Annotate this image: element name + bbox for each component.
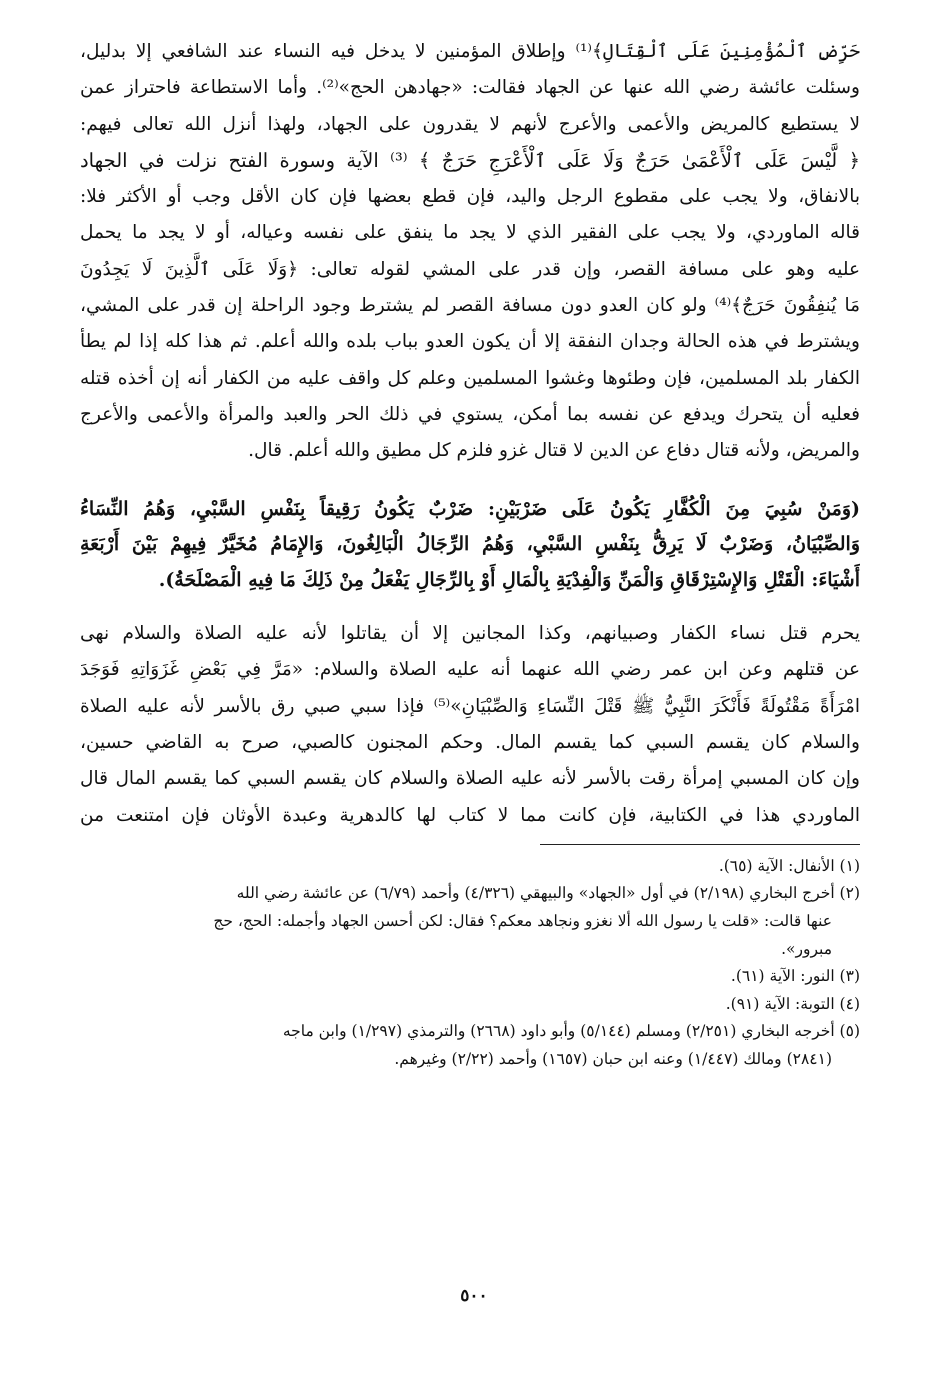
text-line: امْرَأَةً مَقْتُولَةً فَأَنْكَرَ النَّبِيُّ ﷺ قَتْلَ النِّسَاءِ وَالصِّبْيَانِ»⁽⁵⁾ فإذا سبي صبي رق بالأسر لأنه عليه الصلاة <box>80 695 860 717</box>
matn-passage <box>80 492 860 599</box>
footnote-line: عنها قالت: «قلت يا رسول الله ألا نغزو ونجاهد معكم؟ فقال: لكن أحسن الجهاد وأجمله: الحج، حج <box>213 912 832 931</box>
text-line: وسئلت عائشة رضي الله عنها عن الجهاد فقالت: «جهادهن الحج»⁽²⁾. وأما الاستطاعة فاحتراز عمن <box>80 77 860 99</box>
text-line: يحرم قتل نساء الكفار وصبيانهم، وكذا المجانين إلا أن يقاتلوا لأنه عليه الصلاة والسلام نهى <box>80 623 860 645</box>
spacer <box>80 598 860 616</box>
text-line: ويشترط في هذه الحالة وجدان النفقة إلا أن يكون العدو بباب بلده والله أعلم. ثم هذا كله إذا لم يطأ <box>80 331 860 353</box>
footnote-line: (٤) التوبة: الآية (٩١). <box>725 994 860 1013</box>
footnote-line: (٥) أخرجه البخاري (٢/٢٥١) ومسلم (٥/١٤٤) وأبو داود (٢٦٦٨) والترمذي (١/٢٩٧) وابن ماجه <box>282 1022 860 1041</box>
footnote-line: (٢) أخرج البخاري (٢/١٩٨) في أول «الجهاد» والبيهقي (٤/٣٢٦) وأحمد (٦/٧٩) عن عائشة رضي الله <box>236 884 860 903</box>
text-line: والسلام كان يقسم السبي كما يقسم المال. وحكم المجنون كالصبي، صرح به القاضي حسين، <box>80 731 860 753</box>
footnote-line: (١) الأنفال: الآية (٦٥). <box>718 856 860 875</box>
paragraph-commentary-1 <box>80 34 860 470</box>
footnote-separator <box>540 844 860 845</box>
text-line: حَرِّضِ ٱلْمُؤْمِنِينَ عَلَى ٱلْقِتَالِ﴾⁽¹⁾ وإطلاق المؤمنين لا يدخل فيه النساء عند الشافعي إلا بدليل، <box>80 41 860 62</box>
text-line: والمريض، ولأنه قتال دفاع عن الدين لا قتال غزو فلزم كل مطيق والله أعلم. قال. <box>248 440 860 462</box>
page-number: ٥٠٠ <box>460 1286 488 1306</box>
text-line: عليه وهو على مسافة القصر، وإن قدر على المشي لقوله تعالى: ﴿وَلَا عَلَى ٱلَّذِينَ لَا يَجِدُونَ <box>80 258 860 280</box>
text-line: قاله الماوردي، ولا يجب على الفقير الذي لا يجد ما ينفق على نفسه وعياله، أو لا يجد ما يحمل <box>80 222 860 244</box>
text-line: الماوردي هذا في الكتابية، فإن كانت مما لا كتاب لها كالدهرية وعبدة الأوثان فإن امتنعت من <box>80 804 860 826</box>
text-line: الكفار بلد المسلمين، فإن وطئوها وغشوا المسلمين وعلم كل واقف عليه من الكفار أنه إن أخذه قتله <box>80 367 860 389</box>
matn-line: (وَمَنْ سُبِيَ مِنَ الْكُفَّارِ يَكُونُ عَلَى ضَرْبَيْنِ: ضَرْبٌ يَكُونُ رَقِيقاً بِنَفْسِ السَّبْيِ، وَهُمُ النِّسَاءُ <box>80 497 860 520</box>
footnotes <box>80 853 860 1074</box>
text-line: مَا يُنفِقُونَ حَرَجٌ﴾⁽⁴⁾ ولو كان العدو دون مسافة القصر لم يشترط وجود الراحلة إن قدر على المشي، <box>80 295 860 317</box>
footnote-line: (٢٨٤١) ومالك (١/٤٤٧) وعنه ابن حبان (١٦٥٧) وأحمد (٢/٢٢) وغيرهم. <box>394 1050 832 1068</box>
text-line: بالانفاق، ولا يجب على مقطوع الرجل واليد، فإن قطع بعضها فإن كان الأقل وجب أو الأكثر فلا: <box>80 186 860 208</box>
text-line: فعليه أن يتحرك ويدفع عن نفسه بما أمكن، يستوي في ذلك الحر والعبد والمرأة والأعمى والأعرج <box>80 403 860 425</box>
spacer <box>80 470 860 492</box>
text-line: وإن كان المسبي إمرأة رقت بالأسر لأنه عليه الصلاة والسلام كان يقسم السبي كما يقسم المال قال <box>80 768 860 790</box>
matn-line: وَالصِّبْيَانُ، وَضَرْبٌ لَا يَرِقُّ بِنَفْسِ السَّبْيِ، وَهُمُ الرِّجَالُ الْبَالِغُونَ، وَالإِمَامُ مُخَيَّرٌ فِيهِمْ بَيْنَ أَرْبَعَةِ <box>80 533 860 556</box>
text-line: عن قتلهم وعن ابن عمر رضي الله عنهما أنه عليه الصلاة والسلام: «مَرَّ فِي بَعْضِ غَزَوَاتِهِ فَوَجَدَ <box>80 659 860 681</box>
footnote-line: (٣) النور: الآية (٦١). <box>730 967 860 986</box>
text-line: ﴿ لَّيْسَ عَلَى ٱلْأَعْمَىٰ حَرَجٌ وَلَا عَلَى ٱلْأَعْرَجِ حَرَجٌ ﴾ ⁽³⁾ الآية وسورة الفتح نزلت في الجهاد <box>80 148 860 172</box>
footnote-line: مبرور». <box>781 939 832 958</box>
matn-line: أَشْيَاءَ: الْقَتْلِ وَالإِسْتِرْقَاقِ وَالْمَنِّ وَالْفِدْيَةِ بِالْمَالِ أَوْ بِالرِّجَالِ يَفْعَلُ مِنْ ذَلِكَ مَا فِيهِ الْمَصْلَحَةُ). <box>158 568 860 591</box>
paragraph-commentary-2 <box>80 616 860 834</box>
text-line: لا يستطيع كالمريض والأعمى والأعرج لأنهم لا يقدرون على الجهاد، ولهذا أنزل الله تعالى فيهم: <box>80 113 860 135</box>
